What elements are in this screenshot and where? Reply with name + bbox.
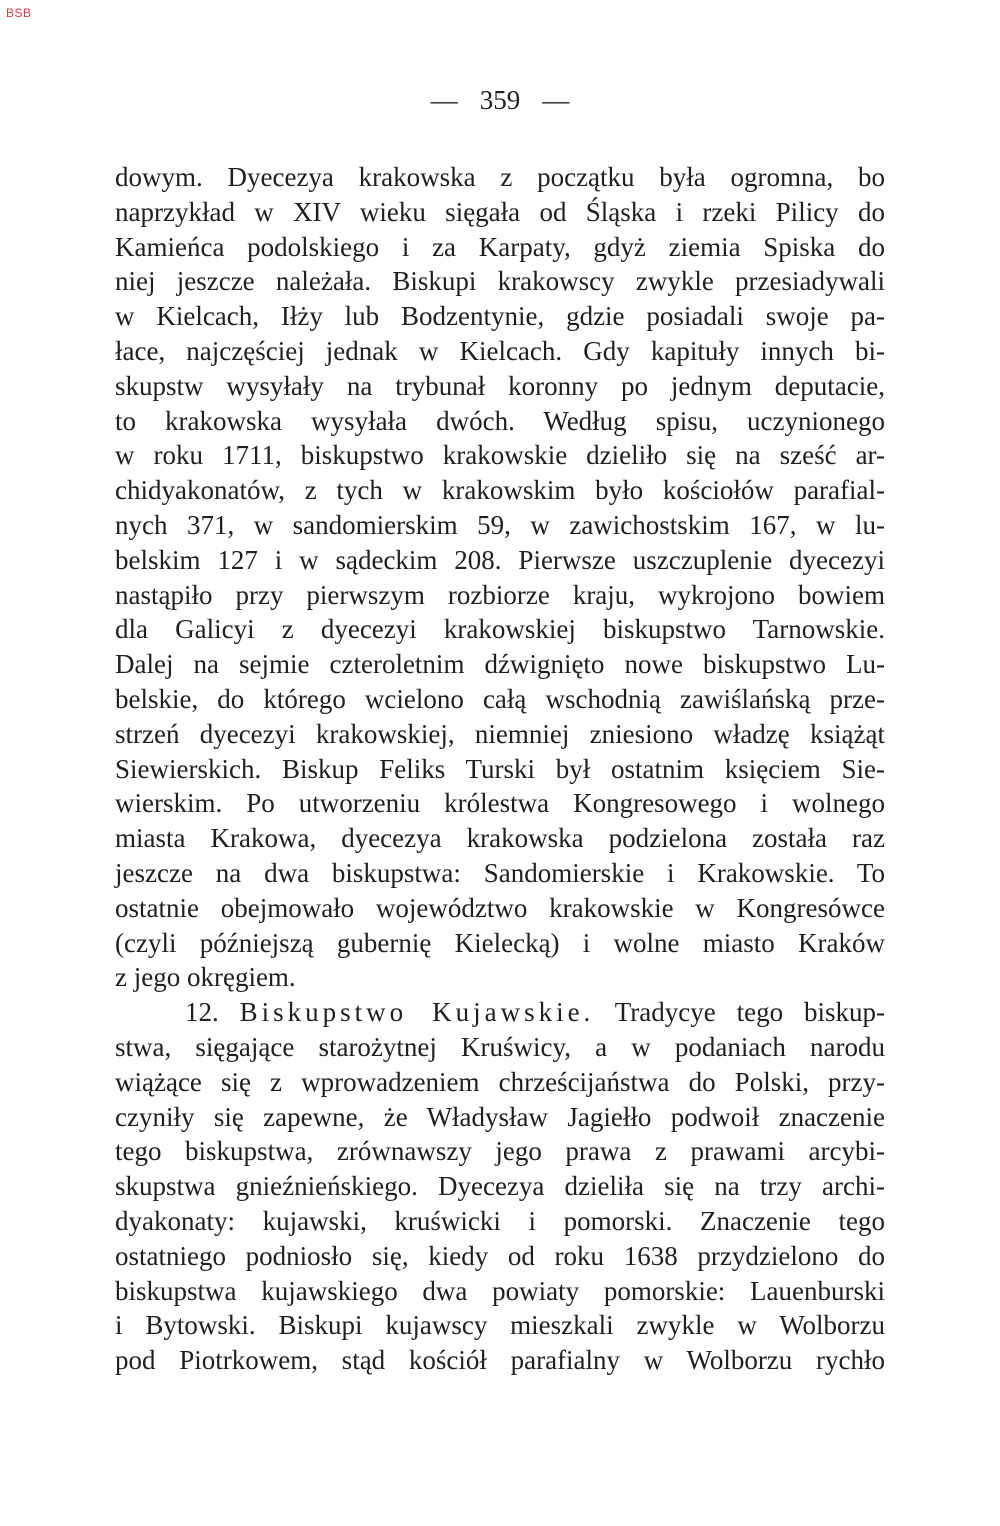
text-line: naprzykład w XIV wieku sięgała od Śląska i rzeki Pilicy do xyxy=(115,196,885,227)
text-line: biskupstwa kujawskiego dwa powiaty pomorskie: Lauenburski xyxy=(115,1275,885,1306)
text-line: Dalej na sejmie czteroletnim dźwignięto nowe biskupstwo Lu- xyxy=(115,649,885,680)
section-heading-line xyxy=(115,995,885,1030)
section-heading-rest: Tradycye tego biskup- xyxy=(614,997,886,1028)
text-line: ostatnie obejmowało województwo krakowskie w Kongresówce xyxy=(115,892,885,923)
text-line: nastąpiło przy pierwszym rozbiorze kraju, wykrojono bowiem xyxy=(115,579,885,610)
text-line: łace, najczęściej jednak w Kielcach. Gdy kapituły innych bi- xyxy=(115,335,885,366)
text-line: Siewierskich. Biskup Feliks Turski był ostatnim księciem Sie- xyxy=(115,753,885,784)
library-watermark: BSB xyxy=(6,6,32,20)
text-line: w roku 1711, biskupstwo krakowskie dzieliło się na sześć ar- xyxy=(115,440,885,471)
section-number: 12. xyxy=(185,997,219,1028)
text-line: czyniły się zapewne, że Władysław Jagiełło podwoił znaczenie xyxy=(115,1101,885,1132)
text-line: (czyli późniejszą gubernię Kielecką) i wolne miasto Kraków xyxy=(115,927,885,958)
header-dash-left: — xyxy=(430,85,458,115)
section-kujawskie xyxy=(115,995,885,1378)
text-line: stwa, sięgające starożytnej Kruświcy, a w podaniach narodu xyxy=(115,1031,885,1062)
text-line: niej jeszcze należała. Biskupi krakowscy zwykle przesiadywali xyxy=(115,266,885,297)
section-heading: Biskupstwo Kujawskie. xyxy=(239,997,595,1028)
text-line: miasta Krakowa, dyecezya krakowska podzielona została raz xyxy=(115,823,885,854)
page-header xyxy=(0,85,1000,116)
header-dash-right: — xyxy=(542,85,570,115)
text-line: i Bytowski. Biskupi kujawscy mieszkali zwykle w Wolborzu xyxy=(115,1310,885,1341)
text-line: nych 371, w sandomierskim 59, w zawichostskim 167, w lu- xyxy=(115,509,885,540)
text-line: wiążące się z wprowadzeniem chrześcijaństwa do Polski, przy- xyxy=(115,1066,885,1097)
page-number: 359 xyxy=(479,85,521,115)
text-line: skupstw wysyłały na trybunał koronny po jednym deputacie, xyxy=(115,370,885,401)
text-line: tego biskupstwa, zrównawszy jego prawa z prawami arcybi- xyxy=(115,1136,885,1167)
text-line: to krakowska wysyłała dwóch. Według spisu, uczynionego xyxy=(115,405,885,436)
text-line: pod Piotrkowem, stąd kościół parafialny w Wolborzu rychło xyxy=(115,1345,885,1376)
text-line: strzeń dyecezyi krakowskiej, niemniej zniesiono władzę książąt xyxy=(115,718,885,749)
text-line: jeszcze na dwa biskupstwa: Sandomierskie i Krakowskie. To xyxy=(115,857,885,888)
text-line: dyakonaty: kujawski, kruświcki i pomorski. Znaczenie tego xyxy=(115,1205,885,1236)
text-line: skupstwa gnieźnieńskiego. Dyecezya dzieliła się na trzy archi- xyxy=(115,1171,885,1202)
text-line: chidyakonatów, z tych w krakowskim było kościołów parafial- xyxy=(115,475,885,506)
page-body xyxy=(115,160,885,1378)
text-line: belskie, do którego wcielono całą wschodnią zawiślańską prze- xyxy=(115,683,885,714)
paragraph-continuation xyxy=(115,160,885,995)
text-line: wierskim. Po utworzeniu królestwa Kongresowego i wolnego xyxy=(115,788,885,819)
text-line: belskim 127 i w sądeckim 208. Pierwsze uszczuplenie dyecezyi xyxy=(115,544,885,575)
text-line: dowym. Dyecezya krakowska z początku była ogromna, bo xyxy=(115,162,885,192)
text-line: ostatniego podniosło się, kiedy od roku 1638 przydzielono do xyxy=(115,1240,885,1271)
text-line: Kamieńca podolskiego i za Karpaty, gdyż ziemia Spiska do xyxy=(115,231,885,262)
text-line: dla Galicyi z dyecezyi krakowskiej biskupstwo Tarnowskie. xyxy=(115,614,885,645)
text-line: z jego okręgiem. xyxy=(115,962,296,993)
text-line: w Kielcach, Iłży lub Bodzentynie, gdzie posiadali swoje pa- xyxy=(115,301,885,332)
